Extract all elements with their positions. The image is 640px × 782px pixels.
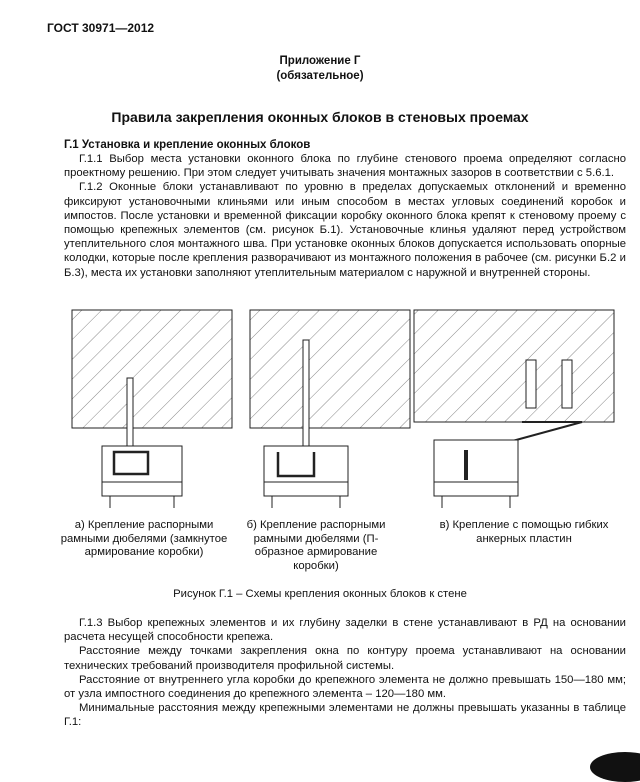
scheme-c bbox=[414, 310, 614, 508]
caption-b: б) Крепление распорными рамными дюбелями (П-образное армирование коробки) bbox=[246, 519, 386, 572]
wall-a bbox=[72, 310, 232, 428]
window-frame-b bbox=[264, 446, 348, 496]
paragraph-corner-distance: Расстояние от внутреннего угла коробки до крепежного элемента не должно превышать 150—180 мм; от узла импостного соединения до крепежного элемента – 120—180 мм. bbox=[64, 673, 626, 701]
document-title: Правила закрепления оконных блоков в стеновых проемах bbox=[111, 109, 529, 125]
screw-c bbox=[464, 450, 468, 480]
anchor-dowel-1 bbox=[526, 360, 536, 408]
scheme-b bbox=[250, 310, 410, 508]
caption-a: а) Крепление распорными рамными дюбелями (замкнутое армирование коробки) bbox=[60, 519, 228, 559]
post-figure-text bbox=[64, 616, 626, 730]
figure-drawing bbox=[52, 300, 622, 512]
wall-c bbox=[414, 310, 614, 422]
paragraph-g-1-3: Г.1.3 Выбор крепежных элементов и их глубину заделки в стене устанавливают в РД на основании расчета несущей способности крепежа. bbox=[64, 617, 626, 644]
frame-dowel-b bbox=[303, 340, 309, 462]
caption-c: в) Крепление с помощью гибких анкерных пластин bbox=[439, 519, 609, 545]
appendix-heading bbox=[0, 54, 640, 84]
figure-title: Рисунок Г.1 – Схемы крепления оконных блоков к стене bbox=[173, 588, 467, 600]
figure-g-1 bbox=[52, 300, 622, 512]
document-code: ГОСТ 30971—2012 bbox=[47, 21, 155, 35]
paragraph-fixing-spacing: Расстояние между точками закрепления окна по контуру проема устанавливают на основании технических требований производителя профильной системы. bbox=[64, 645, 626, 672]
window-frame-c bbox=[434, 440, 518, 496]
section-heading: Г.1 Установка и крепление оконных блоков bbox=[64, 139, 311, 151]
scheme-a bbox=[72, 310, 232, 508]
appendix-title: Приложение Г bbox=[279, 55, 361, 67]
paragraph-g-1-1: Г.1.1 Выбор места установки оконного блока по глубине стенового проема определяют согласно проектному решению. При этом следует учитывать значения монтажных зазоров в соответствии с 5.6.1. bbox=[64, 153, 626, 180]
wall-b bbox=[250, 310, 410, 428]
appendix-status: (обязательное) bbox=[276, 70, 364, 82]
anchor-dowel-2 bbox=[562, 360, 572, 408]
paragraph-min-distance: Минимальные расстояния между крепежными элементами не должны превышать указанны в таблице Г.1: bbox=[64, 702, 626, 729]
page-corner-mark bbox=[590, 752, 640, 782]
paragraph-g-1-2: Г.1.2 Оконные блоки устанавливают по уровню в пределах допускаемых отклонений и временно фиксируют установочными клиньями или иным способом в местах угловых соединений коробок и импостов. После установки и временной фиксации коробку оконного блока крепят к стеновому проему с помощью крепежных элементов (см. рисунок Б.1). Установочные клинья удаляют перед устройством утеплительного слоя монтажного шва. При установке оконных блоков допускается использовать опорные колодки, которые после крепления разворачивают из монтажного положения в рабочее (см. рисунки Б.2 и Б.3), места их установки заполняют утеплительным материалом с наружной и внутренней стороны. bbox=[64, 181, 626, 279]
intro-text bbox=[64, 152, 626, 280]
